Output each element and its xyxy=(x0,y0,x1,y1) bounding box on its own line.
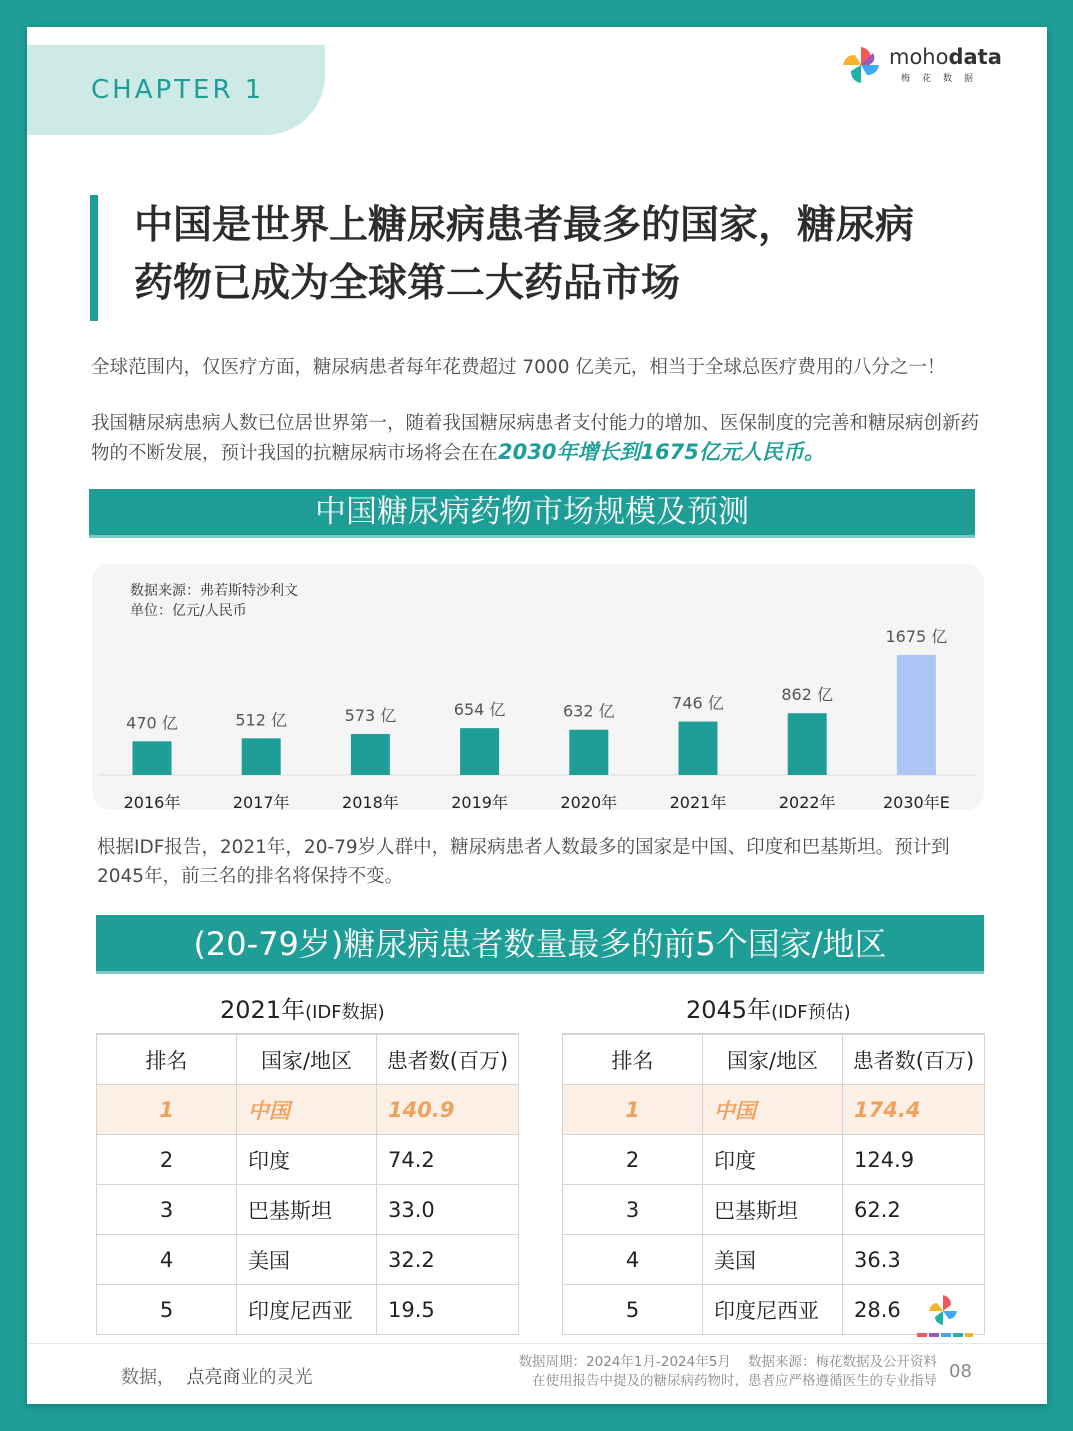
header-patients: 患者数(百万) xyxy=(843,1034,985,1085)
table-2045-heading: 2045年(IDF预估) xyxy=(686,996,851,1024)
table-row: 3 巴基斯坦 33.0 xyxy=(97,1185,519,1235)
chart-bar xyxy=(569,730,608,775)
chapter-tab xyxy=(27,45,325,135)
chart-data-label: 862 亿 xyxy=(781,685,834,705)
chart-data-label: 1675 亿 xyxy=(885,627,948,646)
pinwheel-logo-icon xyxy=(839,43,883,87)
mohodata-logo xyxy=(839,43,1002,89)
title-accent-bar xyxy=(90,195,98,321)
chart-category-label: 2030年E xyxy=(882,793,950,810)
chart-data-label: 512 亿 xyxy=(235,710,288,730)
logo-brand: mohodata xyxy=(889,45,1002,69)
table-row: 2 印度 124.9 xyxy=(563,1135,985,1185)
header-country: 国家/地区 xyxy=(237,1034,377,1085)
chart-category-label: 2022年 xyxy=(778,793,836,810)
chart-bar xyxy=(242,738,281,775)
chart-data-label: 746 亿 xyxy=(672,693,724,713)
chart-unit: 单位：亿元/人民币 xyxy=(130,603,247,619)
chart-category-label: 2016年 xyxy=(123,793,181,810)
report-page xyxy=(27,27,1047,1404)
chart-category-label: 2018年 xyxy=(342,793,399,810)
table-header-row xyxy=(563,1034,985,1085)
table-row: 3 巴基斯坦 62.2 xyxy=(563,1185,985,1235)
chapter-label: CHAPTER 1 xyxy=(91,75,265,105)
logo-subtitle: 梅花数据 xyxy=(901,74,986,84)
footer-disclaimer: 在使用报告中提及的糖尿病药物时，患者应严格遵循医生的专业指导 xyxy=(532,1373,937,1389)
market-bar-chart xyxy=(92,564,984,810)
table-row: 5 印度尼西亚 19.5 xyxy=(97,1285,519,1335)
top5-section-title: (20-79岁)糖尿病患者数量最多的前5个国家/地区 xyxy=(96,915,984,971)
chart-category-label: 2019年 xyxy=(451,793,508,810)
footer-divider xyxy=(27,1343,1047,1344)
chart-data-label: 632 亿 xyxy=(562,701,615,721)
chart-data-label: 654 亿 xyxy=(453,700,506,720)
page-title: 中国是世界上糖尿病患者最多的国家，糖尿病 药物已成为全球第二大药品市场 xyxy=(134,203,915,306)
market-chart xyxy=(92,564,984,810)
pinwheel-decoration-icon xyxy=(913,1289,975,1341)
footer-slogan: 数据， 点亮商业的灵光 xyxy=(121,1367,313,1388)
page-number: 08 xyxy=(949,1361,972,1382)
header-rank: 排名 xyxy=(563,1034,703,1085)
header-rank: 排名 xyxy=(97,1034,237,1085)
chart-category-label: 2017年 xyxy=(232,793,290,810)
table-2021-heading: 2021年(IDF数据) xyxy=(220,996,385,1024)
chart-bar xyxy=(351,734,390,775)
table-row: 1 中国 174.4 xyxy=(563,1085,985,1135)
chart-bar xyxy=(788,713,827,775)
table-header-row xyxy=(97,1034,519,1085)
footer-source: 数据来源：梅花数据及公开资料 xyxy=(748,1354,937,1370)
header-country: 国家/地区 xyxy=(703,1034,843,1085)
header-patients: 患者数(百万) xyxy=(377,1034,519,1085)
table-row: 1 中国 140.9 xyxy=(97,1085,519,1135)
chart-data-label: 573 亿 xyxy=(344,705,397,725)
chart-data-label: 470 亿 xyxy=(126,713,178,733)
chart-bar xyxy=(897,655,936,775)
footer-notes xyxy=(467,1353,937,1391)
table-row: 5 印度尼西亚 28.6 xyxy=(563,1285,985,1335)
intro-paragraph-2: 我国糖尿病患病人数已位居世界第一，随着我国糖尿病患者支付能力的增加、医保制度的完善和糖尿病创新药物的不断发展，预计我国的抗糖尿病市场将会在在2030年增长到1675亿元人民币。 xyxy=(91,413,980,464)
chart-bar xyxy=(460,728,499,775)
chart-bar xyxy=(133,741,172,775)
table-row: 2 印度 74.2 xyxy=(97,1135,519,1185)
chart-category-label: 2020年 xyxy=(560,793,618,810)
market-forecast-highlight: 2030年增长到1675亿元人民币。 xyxy=(498,440,825,464)
footer-period: 数据周期：2024年1月-2024年5月 xyxy=(518,1354,731,1370)
chart-source: 数据来源：弗若斯特沙利文 xyxy=(130,583,298,599)
market-section-title: 中国糖尿病药物市场规模及预测 xyxy=(89,489,975,535)
table-row: 4 美国 36.3 xyxy=(563,1235,985,1285)
chart-bar xyxy=(679,722,718,775)
idf-note: 根据IDF报告，2021年，20-79岁人群中，糖尿病患者人数最多的国家是中国、印度和巴基斯坦。预计到2045年，前三名的排名将保持不变。 xyxy=(97,837,950,887)
table-row: 4 美国 32.2 xyxy=(97,1235,519,1285)
intro-paragraph-1: 全球范围内，仅医疗方面，糖尿病患者每年花费超过 7000 亿美元，相当于全球总医疗费用的八分之一！ xyxy=(91,357,946,378)
table-2021 xyxy=(96,1033,519,1335)
chart-category-label: 2021年 xyxy=(669,793,727,810)
